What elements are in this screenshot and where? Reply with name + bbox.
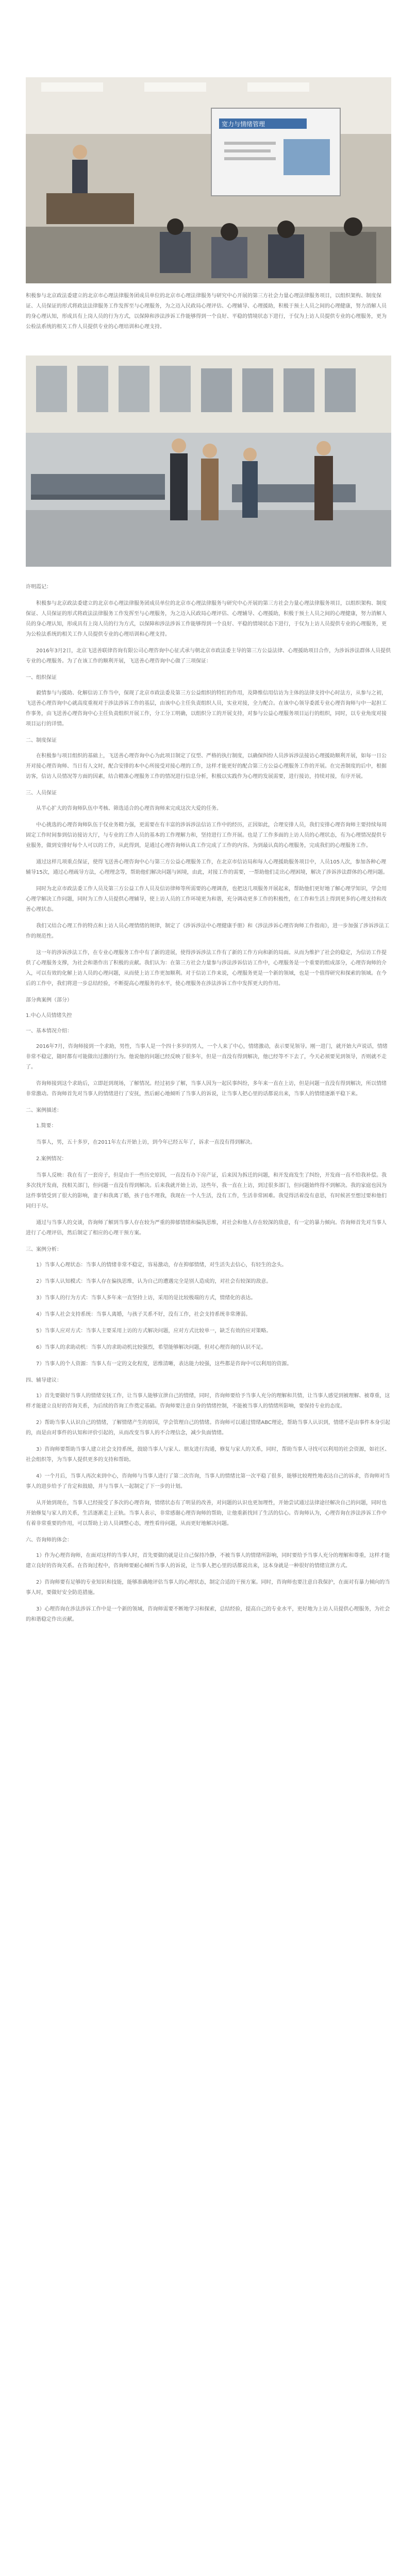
body-paragraph: 积极参与北京政法委建立的北京市心理法律服务团成员单位的北京市心理法律服务与研究中心开展的第三方社会力量心理法律服务项目，以组织架构、制度保证、人员保证的形式将政法法律服务工作发挥至与心理服务，为之迈入民政局心理评估、心理辅导、心理援助，积极于预土人员之间的心理健康，努力消解人员的身心理认知，形成具有上岗人员的行为方式，以保障和涉法涉诉工作能够得到一个良好、平稳的情境状态下进行，于仅为上访人员提供专业的心理服务，更为公检法系统的相关工作人员提供专业的心理培训和心理支持。: [26, 601, 387, 637]
hall-photo: [26, 355, 391, 567]
section-heading: 一、组织保证: [26, 675, 57, 681]
section-heading: 一、基本情况介绍：: [26, 1028, 72, 1034]
section-heading: 二、制度保证: [26, 738, 57, 743]
body-paragraph: 4）一个月后，当事人再次来到中心，咨询师与当事人进行了第二次咨询，当事人的情绪比第一次平稳了很多，能够比较理性地表达自己的诉求，咨询师对当事人的进步给予了肯定和鼓励，并与当事人一起制定了下一步的计划。: [26, 1473, 390, 1489]
body-paragraph: 这一年的涉诉涉法工作，在专业心理服务工作中有了新的进展，使得涉诉涉法工作有了新的工作方向和新的局面。从而为维护了社会的稳定，为信访工作提供了心理服务支撑，为社会和谐作出了积极的贡献。我们认为：在第三方社会力量参与涉法涉诉信访工作中，心理服务是一个重要的组成部分，心理咨询师的介入，可以有效的化解上访人员的心理问题，从而使上访工作更加顺利。对于信访工作来说，心理服务更是一个新的领域，也是一个值得研究和探索的领域。在今后的工作中，我们将进一步总结经验，不断提高心理服务的水平，使心理服务在涉法涉诉工作中发挥更大的作用。: [26, 950, 387, 987]
body-paragraph: 2）咨询师要有足够的专业知识和技能，能够准确地评估当事人的心理状态，制定合适的干预方案。同时，咨询师也要注意自我保护，在面对有暴力倾向的当事人时，要做好安全防范措施。: [26, 1580, 390, 1596]
body-paragraph: 2.案例情况：: [36, 1156, 67, 1162]
section-heading: 1.中心人员情绪失控: [26, 1013, 72, 1019]
body-paragraph: 中心挑选的心理咨询师队伍于仅业务精力强，更需要在有丰富的涉诉涉法信访工作中的经历，正因如此，合理安排人员，我们安排心理咨询师主要持续每周固定工作时间参到信访接访大厅，与专业的工作人员的基本的工作理解力和，坚持进行工作开展。也是了工作多面的上访人员的心理状态，有为心理情况提供专业服务，做到安排好每个人可以的工作，从此得到，是通过心理咨询师认真工作完成了工作的内容。为到最认真的心理服务，完成我们的心理服务工作。: [26, 822, 387, 849]
hall-photo-image: [26, 355, 391, 567]
body-paragraph: 咨询师接到这个求助后，立即赶到现场，了解情况。经过初步了解，当事人因为一起民事纠纷，多年来一直在上访，但是问题一直没有得到解决，所以情绪非常激动。咨询师首先对当事人的情绪进行了安抚，然后耐心地倾听了当事人的诉说，让当事人把心里的话都说出来，当事人的情绪逐渐平稳下来。: [26, 1081, 387, 1097]
section-label: 许明霞记：: [26, 584, 52, 590]
body-paragraph: 3）咨询师要帮助当事人建立社会支持系统，鼓励当事人与家人、朋友进行沟通，修复与家人的关系，同时，帮助当事人寻找可以利用的社会资源，如社区、社会组织等，为当事人提供更多的支持和帮助。: [26, 1447, 390, 1463]
body-paragraph: 2）当事人认知模式：当事人存在偏执思维，认为自己的遭遇完全是别人造成的，对社会有较深的敌意。: [36, 1279, 272, 1284]
body-paragraph: 从半心扩大的咨询师队伍中考核、筛选适合的心理咨询师来完成这次大爱的任务。: [36, 806, 222, 811]
body-paragraph: 5）当事人应对方式：当事人主要采用上访的方式解决问题，应对方式比较单一，缺乏有效的应对策略。: [36, 1328, 272, 1334]
body-paragraph: 同时为北京市政法委工作人员及第三方公益工作人员及信访律师等所需要的心理调查，也把这几项服务开展起来，帮助他们更好地了解心理学知识，学会用心理学解决工作问题，同时为工作人员提供心理辅导，使上访人员的工作环境更为和谐，充分调动更多工作的积极性，在工作和生活上得到更多的心理支持和改善心理状态。: [26, 886, 387, 912]
body-paragraph: 在积极参与项目组织的基础上，飞送善心理咨询中心为此项目制定了仪型、严格的执行制度，以确保纠纷人员涉诉涉法接访心理援助顺利开展，如每一日公开对接心理咨询师、当日有人文时，配合安排的本中心所接受对接心理的工作，这样才能更好的配合第三方公益心理服务工作的开展。在完善制度的后中，根据访客，信访人员情况等方面的因素，结合精准心理服务工作的情况进行信息分析，积极以实践作为心理的发展需要，进行接访，持续对接，有序开展。: [26, 753, 387, 779]
body-paragraph: 从开始到现在，当事人已经接受了多次的心理咨询，情绪状态有了明显的改善，对问题的认识也更加理性，开始尝试通过法律途径解决自己的问题，同时也开始修复与家人的关系，生活逐渐走上正轨。当事人表示，非常感谢心理咨询师的帮助，让他重新找回了生活的信心。咨询师认为，心理咨询在涉法涉诉工作中有着非常重要的作用，可以帮助上访人员调整心态，理性看待问题，从而更好地解决问题。: [26, 1500, 387, 1527]
body-paragraph: 2）帮助当事人认识自己的情绪，了解情绪产生的原因，学会管理自己的情绪。咨询师可以通过情绪ABC理论，帮助当事人认识到，情绪不是由事件本身引起的，而是由对事件的认知和评价引起的，从而改变当事人的不合理信念，减少负面情绪。: [26, 1420, 390, 1436]
body-paragraph: 3）心理咨询在涉法涉诉工作中是一个新的领域，咨询师需要不断地学习和探索，总结经验，提高自己的专业水平，更好地为上访人员提供心理服务，为社会的和谐稳定作出贡献。: [26, 1606, 390, 1622]
body-paragraph: 通过这样几项重点保证，使得飞送善心理咨询中心与第三方公益心理服务工作，在北京市信访局和每人心理援助服务项目中，人员105人次，参加各种心理辅导15次，通过心理疏导方法，心理理念等，帮助他们解决问题与困境，由此，对接工作的需要，一帮助他们走出心理困境，解决了涉诉涉法群体的心理问题。: [26, 859, 388, 875]
body-paragraph: 通过与当事人的交谈，咨询师了解到当事人存在较为严重的抑郁情绪和偏执思维，对社会和他人存在较深的敌意，有一定的暴力倾向。咨询师首先对当事人进行了心理评估，然后制定了相应的心理干预方案。: [26, 1220, 387, 1236]
section-heading: 部分典案例（部分）: [26, 997, 72, 1003]
body-paragraph: 当事人反映：我在有了一套房子，但是由于一些历史原因，一直没有办下房产证，后来因为拆迁的问题，和开发商发生了纠纷，开发商一直不给我补偿。我多次找开发商，找相关部门，但问题一直没有得到解决。后来我就开始上访，这些年，我一直在上访，到过很多部门，但问题始终得不到解决。我的家庭也因为这件事情受到了很大的影响，妻子和我离了婚，孩子也不理我，我现在一个人生活，没有工作，生活非常困难。我觉得活着没有意思，有时候甚至想过要和他们同归于尽。: [26, 1173, 387, 1209]
body-paragraph: 4）当事人社会支持系统：当事人离婚，与孩子关系不好，没有工作，社会支持系统非常薄弱。: [36, 1312, 251, 1317]
body-paragraph: 1）当事人心理状态：当事人的情绪非常不稳定，容易激动，存在抑郁情绪，对生活失去信心，有轻生的念头。: [36, 1262, 287, 1268]
intro-paragraph: 积极参与北京政法委建立的北京市心理法律服务团成员单位的北京市心理法律服务与研究中心开展的第三方社会力量心理法律服务项目，以组织架构、制度保证、人员保证的形式将政法法律服务工作发挥至与心理服务，为之迈入民政局心理评估、心理辅导、心理援助，积极于预土人员之间的心理健康，努力消解人员的身心理认知，形成具有上岗人员的行为方式，以保障和涉法涉诉工作能够得到一个良好、平稳的情境状态下进行，于仅为上访人员提供专业的心理服务，更为公检法系统的相关工作人员提供专业的心理培训和心理支持。: [26, 293, 387, 330]
body-paragraph: 6）当事人的求助动机：当事人的求助动机比较强烈，希望能够解决问题，但对心理咨询的认识不足。: [36, 1345, 266, 1350]
body-paragraph: 3）当事人的行为方式：当事人多年来一直坚持上访，采用的是比较极端的方式，情绪化的表达。: [36, 1295, 256, 1301]
body-paragraph: 1）作为心理咨询师，在面对这样的当事人时，首先要做的就是让自己保持冷静，不被当事人的情绪所影响，同时要给予当事人充分的理解和尊重，这样才能建立良好的咨询关系。在咨询过程中，咨询师要耐心倾听当事人的诉说，让当事人把心里的话都说出来，这本身就是一种很好的情绪宣泄方式。: [26, 1553, 390, 1569]
section-heading: 二、案例描述：: [26, 1108, 62, 1113]
lecture-photo: [26, 77, 391, 283]
body-paragraph: 毅情参与与援助、化解信访工作当中，保现了北京市政法委及第三方公益组织的特红的作用，及降维信用信访为主体的法律支持中心时法方，从参与之初，飞送善心理咨询中心就高度重视对于涉法涉诉工作的基层，由该中心主任负责组织人员，实业对接，全力配合。在该中心领导委派专业心理咨询师与中一起担工作事务，由飞送善心理咨询中心主任负责组织开展工作，分工分工明确，以组织分工的开展支持，对参与公益心理服务项目运行的组织，同时，以专业角度对接项目运行的详情。: [26, 690, 387, 727]
slide-title: 宽力与情绪管理: [222, 121, 265, 128]
article-body: [26, 582, 391, 1631]
section-heading: 六、咨询师的体会：: [26, 1537, 72, 1543]
section-heading: 四、辅导建议：: [26, 1378, 62, 1383]
body-paragraph: 当事人，男，五十多岁，在2011年左右开始上访，到今年已经五年了，诉求一直没有得到解决。: [36, 1140, 256, 1145]
body-paragraph: 7）当事人的个人资源：当事人有一定的文化程度，思维清晰，表达能力较强，这些都是咨询中可以利用的资源。: [36, 1361, 292, 1367]
body-paragraph: 我们又结合心理工作的特点和上访人员心理情绪的规律，制定了《涉诉涉法中心理健康手册》和《涉法涉诉心理咨询师工作指南》，进一步加强了涉诉涉法工作的规范性。: [26, 923, 389, 939]
section-heading: 三、案例分析：: [26, 1247, 62, 1252]
section-heading: 三、人员保证: [26, 790, 57, 796]
lecture-photo-image: [26, 77, 391, 283]
body-paragraph: 2016年3月2日，北京飞送善联律咨询有限公司心理咨询中心征式承与朝北京市政法委主导的第三方公益法律、心理援助项目合作，为涉诉涉法群体人员提供专业的心理服务。为了在该工作的顺利开展，飞送善心理咨询中心做了三项保证：: [26, 648, 391, 664]
body-paragraph: 1.简要：: [36, 1123, 57, 1129]
body-paragraph: 1）首先要做好当事人的情绪安抚工作，让当事人能够宣泄自己的情绪，同时，咨询师要给予当事人充分的理解和共情，让当事人感觉到被理解、被尊重，这样才能建立良好的咨询关系，为后续的咨询工作奠定基础。咨询师要注意自身的情绪控制，不能被当事人的情绪所影响，要保持专业的态度。: [26, 1393, 390, 1409]
intro-text: [26, 291, 391, 338]
body-paragraph: 2016年7月，咨询师接到一个求助，男性，当事人是一个四十多岁的男人，一个人来了中心，情绪激动，表示要见领导。刚一进门，就开始大声说话，情绪非常不稳定，随时都有可能做出过激的行为。他说他的问题已经反映了很多年，但是一直没有得到解决，他已经等不下去了，今天必须要见到领导，否则就不走了。: [26, 1044, 388, 1070]
